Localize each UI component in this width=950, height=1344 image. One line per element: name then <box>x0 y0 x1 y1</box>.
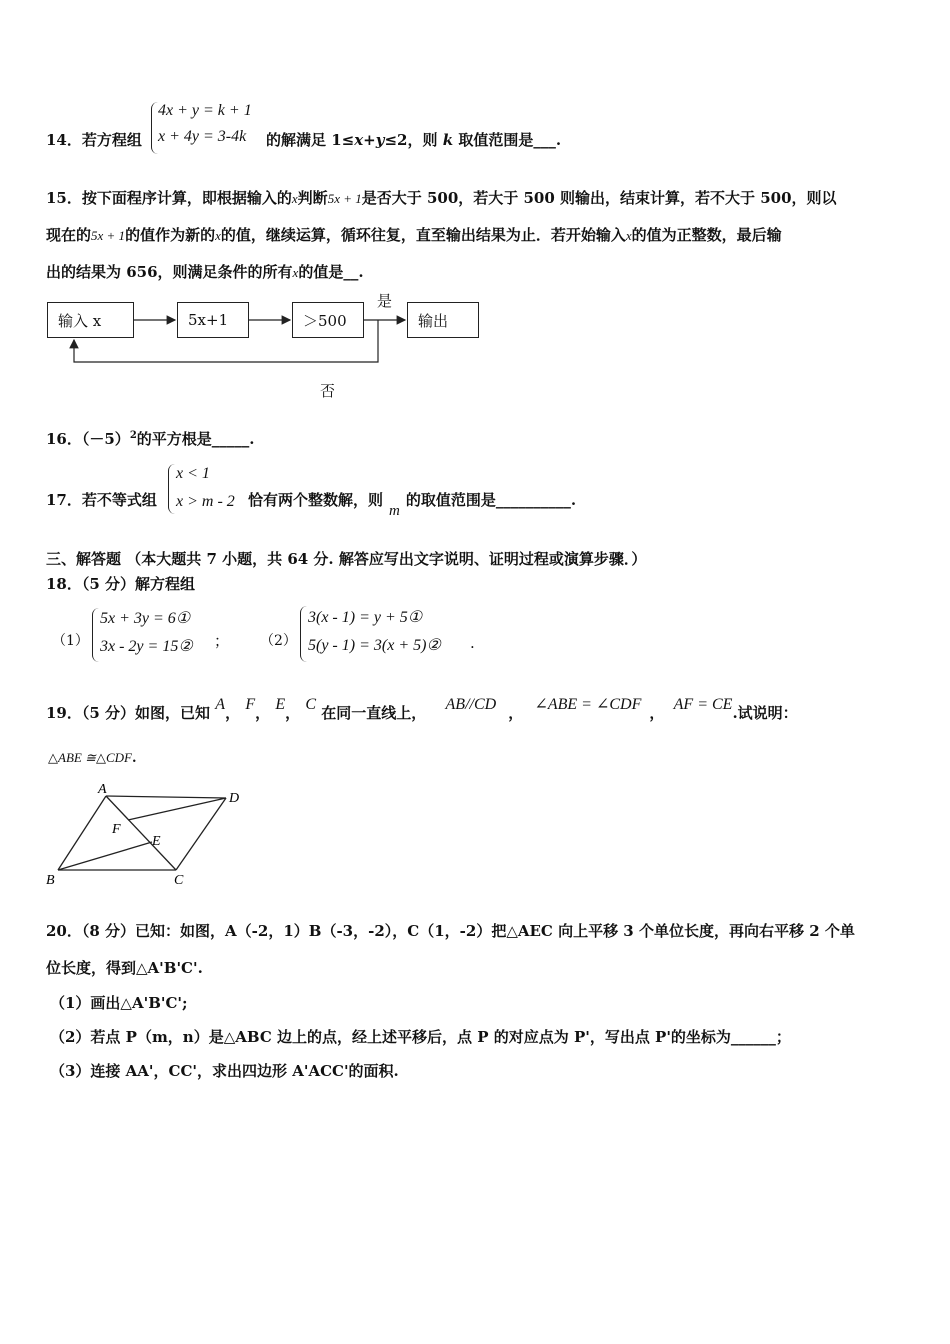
q17-prefix: 17．若不等式组 <box>46 491 157 509</box>
q15-l3-a: 出的结果为 656，则满足条件的所有 <box>46 263 293 281</box>
q19-sep-1: ， <box>225 704 241 722</box>
q20-sub-1: （1）画出△A'B'C'; <box>50 994 188 1012</box>
q19-point-E: E <box>275 696 286 713</box>
q20-sub-3: （3）连接 AA'，CC'，求出四边形 A'ACC'的面积. <box>50 1062 399 1080</box>
label-C: C <box>174 873 184 888</box>
q14-text-b: ≤2，则 <box>384 131 443 149</box>
q14-var-k: k <box>442 131 454 149</box>
q19-sep-2: ， <box>255 704 271 722</box>
q14-text-c: 取值范围是 <box>453 131 534 149</box>
label-A: A <box>98 782 107 797</box>
q15-l2-a: 现在的 <box>46 226 92 244</box>
segment-FD <box>128 798 226 820</box>
q19-congruence: △ABE ≅△CDF <box>48 750 132 765</box>
q15-l2-d: 的值为正整数，最后输 <box>631 226 782 244</box>
q20-sub2-text: （2）若点 P（m，n）是△ABC 边上的点，经上述平移后，点 P 的对应点为 P'，写出点 P'的坐标为 <box>50 1028 731 1046</box>
q18-p1-eq1: 5x + 3y = 6① <box>100 610 191 627</box>
q15-l1-x: x <box>291 191 298 206</box>
flow-no-label: 否 <box>320 382 336 400</box>
q18-part1-end: ； <box>214 632 230 650</box>
q19-text-a: 19．（5 分）如图，已知 <box>46 704 211 722</box>
q15-l2-c: 的值，继续运算，循环往复，直至输出结果为止．若开始输入 <box>220 226 626 244</box>
q14-eq2: x + 4y = 3-4k <box>158 128 247 145</box>
q18-part1-brace <box>92 608 99 662</box>
q15-l2-x: x <box>215 228 221 243</box>
q17-brace <box>168 464 175 514</box>
flow-input-box: 输入 x <box>47 302 134 338</box>
q15-l1-b: 判断 <box>297 189 328 207</box>
q19-sep-4: ， <box>508 704 524 722</box>
q14-var-xy: x+y <box>354 131 385 149</box>
q15-l3-x: x <box>292 265 299 280</box>
q18-part2-label: （2） <box>260 633 297 649</box>
flow-output-box: 输出 <box>407 302 479 338</box>
q19-line-2 <box>48 750 137 766</box>
q17-mid: 恰有两个整数解，则 <box>248 491 384 509</box>
q20-answer-blank: ______ <box>730 1028 776 1046</box>
q15-l3-b: 的值是 <box>298 263 344 281</box>
q17-text <box>248 489 577 519</box>
q19-line2-end: . <box>131 751 137 766</box>
q18-title: 18．（5 分）解方程组 <box>46 575 196 593</box>
q19-cond-parallel: AB//CD <box>445 696 497 713</box>
q16-answer-blank: _____ <box>211 430 250 448</box>
label-E: E <box>152 834 161 849</box>
q17-eq1: x < 1 <box>176 465 210 482</box>
q19-text-b: 在同一直线上， <box>321 704 427 722</box>
label-B: B <box>46 873 55 888</box>
segment-AD <box>106 796 226 798</box>
segment-BE <box>58 842 152 870</box>
q15-l2-b: 的值作为新的 <box>125 226 216 244</box>
q17-eq2: x > m - 2 <box>176 493 235 510</box>
q19-sep-5: ， <box>649 704 665 722</box>
q15-end: . <box>358 263 364 281</box>
q19-point-F: F <box>245 696 256 713</box>
q17-suffix: 的取值范围是 <box>405 491 496 509</box>
q18-part1-system <box>100 605 193 661</box>
q18-part2-brace <box>300 606 307 662</box>
q18-p2-eq1: 3(x - 1) = y + 5① <box>308 609 423 626</box>
q19-cond-angle: ∠ABE = ∠CDF <box>534 696 642 713</box>
q14-prefix: 14．若方程组 <box>46 131 142 149</box>
q15-l2-x2: x <box>625 228 632 243</box>
q16-end: . <box>249 430 255 448</box>
q15-l1-c: 是否大于 500，若大于 500 则输出，结束计算，若不大于 500，则以 <box>361 189 837 207</box>
q19-cond-equal: AF = CE <box>673 696 733 713</box>
q14-eq1: 4x + y = k + 1 <box>158 102 252 119</box>
q15-l1-expr: 5x + 1 <box>327 191 362 206</box>
q16-exponent: 2 <box>129 430 137 441</box>
q19-figure <box>40 780 260 895</box>
segment-AB <box>58 796 106 870</box>
label-F: F <box>112 822 121 837</box>
q16-text-b: 的平方根是 <box>136 430 212 448</box>
label-D: D <box>229 791 240 806</box>
q14-end: . <box>555 131 562 149</box>
q19-tail: .试说明： <box>732 704 798 722</box>
q20-line-1: 20．（8 分）已知：如图，A（-2，1）B（-3，-2），C（1，-2）把△AEC 向上平移 3 个单位长度，再向右平移 2 个单 <box>46 922 855 940</box>
section-3-heading: 三、解答题 （本大题共 7 小题，共 64 分. 解答应写出文字说明、证明过程或演算步骤．） <box>46 550 647 568</box>
q15-l1-a: 15．按下面程序计算，即根据输入的 <box>46 189 292 207</box>
flowchart-connectors <box>0 0 950 420</box>
segment-CD <box>176 798 226 870</box>
q19-point-A: A <box>215 696 226 713</box>
q17-end: . <box>570 491 577 509</box>
question-16 <box>46 428 255 449</box>
q17-var-m: m <box>389 503 400 519</box>
q18-p2-eq2: 5(y - 1) = 3(x + 5)② <box>308 637 441 654</box>
q19-sep-3: ， <box>285 704 301 722</box>
q15-l2-expr: 5x + 1 <box>91 228 126 243</box>
flow-yes-label: 是 <box>377 292 393 310</box>
q14-text-a: 的解满足 1≤ <box>266 131 355 149</box>
q20-sub-2 <box>50 1026 791 1047</box>
q18-p1-eq2: 3x - 2y = 15② <box>100 638 193 655</box>
q15-answer-blank: __ <box>343 263 359 281</box>
q18-part1-label: （1） <box>52 633 89 649</box>
q17-system <box>176 460 235 516</box>
q18-part2-system <box>308 604 441 660</box>
q20-sub2-end: ； <box>775 1028 791 1046</box>
q14-answer-blank: ___ <box>533 131 556 149</box>
q17-answer-blank: __________ <box>495 491 571 509</box>
q20-line-2: 位长度，得到△A'B'C'. <box>46 959 203 977</box>
q16-text-a: 16．（－5） <box>46 430 130 448</box>
flow-op-box: 5x+1 <box>177 302 249 338</box>
flow-cond-box: ＞500 <box>292 302 364 338</box>
q19-point-C: C <box>305 696 317 713</box>
q19-line-1 <box>46 696 798 723</box>
q18-part2-end: . <box>470 634 475 652</box>
